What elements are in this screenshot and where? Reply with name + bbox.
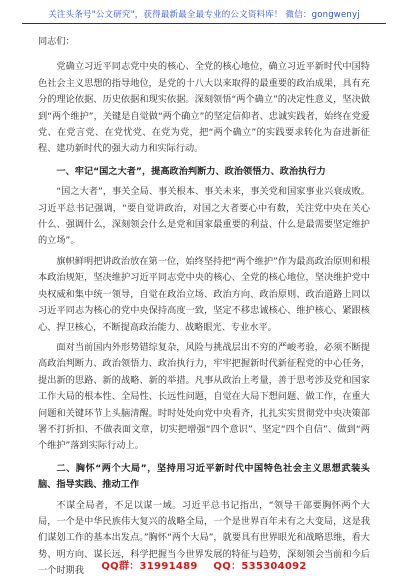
footer-contacts [0, 557, 408, 572]
section1-paragraph: “国之大者”，事关全局、事关根本、事关未来，事关党和国家事业兴衰成败。习近平总书记强调，“要自觉讲政治，对国之大者要心中有数，关注党中央在关心什么、强调什么，深刻领会什么是党和国家最重要的利益、什么是最需要坚定维护的立场”。 [38, 186, 370, 247]
section-heading-2: 二、胸怀“两个大局”，坚持用习近平新时代中国特色社会主义思想武装头脑、指导实践、推动工作 [38, 462, 370, 491]
section2-paragraph: 不谋全局者，不足以谋一域。习近平总书记指出，“领导干部要胸怀两个大局，一个是中华民族伟大复兴的战略全局，一个是世界百年未有之大变局，这是我们谋划工作的基本出发点。”胸怀“两个大局”，就要具有世界眼光和战略思维，看大势、明方向、谋长远，科学把握当今世界发展的特征与趋势，深刻领会当前和今后一个时期我 [38, 499, 370, 577]
section1-paragraph: 旗帜鲜明把讲政治放在第一位，始终坚持把“两个维护”作为最高政治原则和根本政治规矩，坚决维护习近平同志党中央的核心、全党的核心地位，坚决维护党中央权威和集中统一领导，自觉在政治立场、政治方向、政治原则、政治道路上同以习近平同志为核心的党中央保持高度一致，坚定不移忠诚核心、维护核心、紧跟核心、捍卫核心，不断提高政治能力、战略眼光、专业水平。 [38, 255, 370, 333]
section-heading-1: 一、牢记“国之大者”，提高政治判断力、政治领悟力、政治执行力 [56, 165, 326, 177]
intro-paragraph: 党确立习近平同志党中央的核心、全党的核心地位，确立习近平新时代中国特色社会主义思想的指导地位，是党的十八大以来取得的最重要的政治成果，具有充分的理论依据、历史依据和现实依据。深刻领悟“两个确立”的决定性意义，坚决做到“两个维护”，关键是自觉做“两个确立”的坚定信仰者、忠诚实践者，始终在党爱党、在党言党、在党忧党、在党为党，把“两个确立”的实践要求转化为奋进新征程、建功新时代的强大动力和实际行动。 [38, 61, 370, 155]
footer-qq-group: QQ群：31991489 [101, 561, 198, 572]
header-divider [22, 23, 386, 24]
salutation: 同志们： [38, 36, 75, 47]
section1-paragraph: 面对当前国内外形势错综复杂，风险与挑战层出不穷的严峻考验，必须不断提高政治判断力、政治领悟力、政治执行力，牢牢把握新时代新征程党的中心任务，提出新的思路、新的战略、新的举措。凡事从政治上考量，善于思考涉及党和国家工作大局的根本性、全局性、长远性问题，自觉在大局下想问题、做工作，在重大问题和关键环节上头脑清醒。时时处处向党中央看齐，扎扎实实贯彻党中央决策部署不打折扣、不做表面文章，切实把增强“四个意识”、坚定“四个自信”、做到“两个维护”落到实际行动上。 [38, 341, 370, 452]
footer-qq: QQ：535304092 [213, 561, 307, 572]
header-banner: 关注头条号"公文研究"，获得最新最全最专业的公文资料库！ 微信：gongwenyj [48, 10, 360, 20]
document-body [38, 34, 370, 580]
